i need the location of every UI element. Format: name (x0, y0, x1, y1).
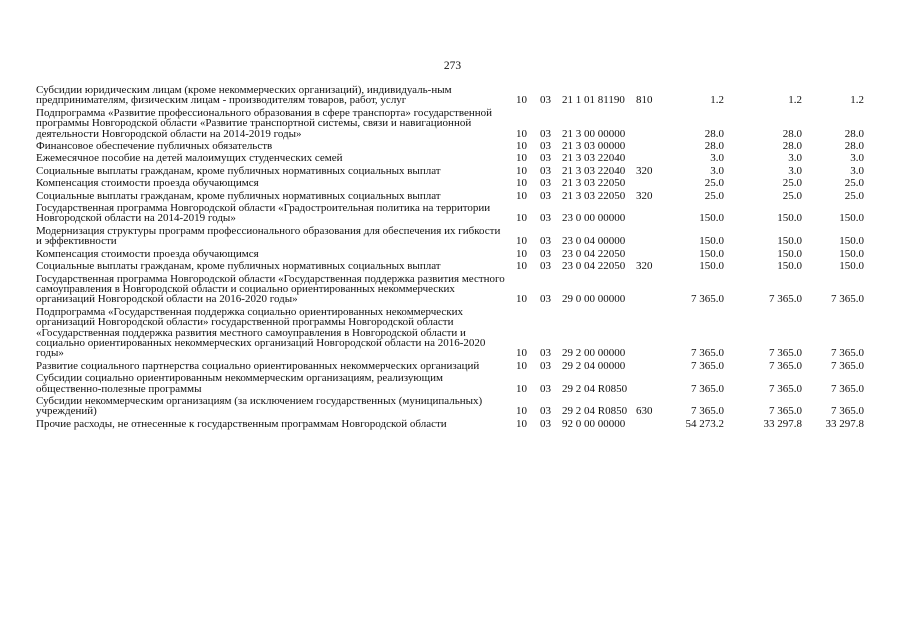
row-target-code: 21 3 03 22040 (562, 152, 626, 165)
row-target-code: 29 2 04 R0850 (562, 382, 628, 395)
row-section: 10 (516, 189, 527, 202)
row-target-code: 23 0 04 00000 (562, 235, 626, 248)
row-amount-year-2: 150.0 (777, 212, 802, 225)
row-amount-year-3: 7 365.0 (831, 347, 864, 360)
row-section: 10 (516, 212, 527, 225)
row-amount-year-2: 25.0 (782, 189, 802, 202)
row-amount-year-2: 7 365.0 (769, 382, 802, 395)
row-target-code: 21 3 00 00000 (562, 127, 626, 140)
row-subsection: 03 (540, 164, 551, 177)
row-amount-year-3: 25.0 (844, 189, 864, 202)
row-name: Ежемесячное пособие на детей малоимущих студенческих семей (36, 152, 343, 165)
row-amount-year-1: 25.0 (704, 177, 724, 190)
table-row (36, 178, 864, 190)
row-amount-year-1: 28.0 (704, 140, 724, 153)
row-section: 10 (516, 260, 527, 273)
row-expense-type: 320 (636, 164, 653, 177)
row-amount-year-3: 7 365.0 (831, 382, 864, 395)
table-row (36, 274, 864, 307)
row-subsection: 03 (540, 359, 551, 372)
row-amount-year-1: 150.0 (699, 260, 724, 273)
row-expense-type: 320 (636, 189, 653, 202)
row-amount-year-3: 150.0 (839, 247, 864, 260)
row-amount-year-1: 25.0 (704, 189, 724, 202)
table-row (36, 261, 864, 273)
row-subsection: 03 (540, 152, 551, 165)
row-section: 10 (516, 164, 527, 177)
row-amount-year-3: 1.2 (850, 94, 864, 107)
page-number: 273 (443, 60, 462, 72)
row-name: Компенсация стоимости проезда обучающимся (36, 177, 259, 190)
row-subsection: 03 (540, 347, 551, 360)
row-name: Подпрограмма «Государственная поддержка социально ориентированных некоммерческих организаций Новгородской области» государственной программы Новгородской области «Государственная поддержка развития местного самоуправления в Новгородской области и социально ориентированных некоммерческих организаций Новгородской области на 2016-2020 годы» (36, 305, 486, 360)
row-amount-year-3: 7 365.0 (831, 293, 864, 306)
row-amount-year-3: 28.0 (844, 127, 864, 140)
row-subsection: 03 (540, 382, 551, 395)
row-amount-year-2: 33 297.8 (763, 417, 802, 430)
row-amount-year-3: 7 365.0 (831, 359, 864, 372)
row-amount-year-2: 150.0 (777, 235, 802, 248)
table-row (36, 153, 864, 165)
row-amount-year-2: 7 365.0 (769, 359, 802, 372)
row-expense-type (636, 226, 666, 249)
row-name: Подпрограмма «Развитие профессионального образования в сфере транспорта» государственной программы Новгородской области «Развитие транспортной системы, связи и навигационной деятельности Новгородской области на 2014-2019 годы» (36, 106, 492, 140)
row-subsection: 03 (540, 235, 551, 248)
row-amount-year-2: 25.0 (782, 177, 802, 190)
row-subsection: 03 (540, 260, 551, 273)
row-expense-type: 810 (636, 94, 653, 107)
row-target-code: 29 2 00 00000 (562, 347, 626, 360)
table-row (36, 419, 864, 431)
row-subsection: 03 (540, 293, 551, 306)
row-section: 10 (516, 382, 527, 395)
row-section: 10 (516, 140, 527, 153)
row-target-code: 29 2 04 00000 (562, 359, 626, 372)
row-amount-year-1: 1.2 (710, 94, 724, 107)
row-amount-year-3: 7 365.0 (831, 405, 864, 418)
row-amount-year-2: 7 365.0 (769, 405, 802, 418)
row-section: 10 (516, 152, 527, 165)
row-name: Государственная программа Новгородской области «Государственная поддержка развития местного самоуправления в Новгородской области и социально ориентированных некоммерческих организаций Новгородской области на 2016-2020 годы» (36, 272, 505, 306)
row-amount-year-3: 150.0 (839, 260, 864, 273)
budget-table-body (36, 85, 864, 431)
row-expense-type (636, 141, 666, 153)
row-subsection: 03 (540, 405, 551, 418)
row-name: Финансовое обеспечение публичных обязательств (36, 140, 273, 153)
row-target-code: 21 3 03 00000 (562, 140, 626, 153)
row-target-code: 21 3 03 22050 (562, 177, 626, 190)
table-row (36, 307, 864, 361)
row-target-code: 21 1 01 81190 (562, 94, 625, 107)
row-amount-year-2: 28.0 (782, 140, 802, 153)
row-amount-year-2: 7 365.0 (769, 293, 802, 306)
row-amount-year-2: 7 365.0 (769, 347, 802, 360)
row-amount-year-3: 3.0 (850, 152, 864, 165)
row-target-code: 21 3 03 22050 (562, 189, 626, 202)
row-section: 10 (516, 177, 527, 190)
row-amount-year-1: 7 365.0 (691, 347, 724, 360)
row-expense-type (636, 203, 666, 226)
row-target-code: 23 0 04 22050 (562, 247, 626, 260)
table-row (36, 203, 864, 226)
row-amount-year-1: 3.0 (710, 152, 724, 165)
row-amount-year-2: 28.0 (782, 127, 802, 140)
row-amount-year-1: 7 365.0 (691, 359, 724, 372)
row-subsection: 03 (540, 212, 551, 225)
row-target-code: 23 0 00 00000 (562, 212, 626, 225)
row-amount-year-2: 150.0 (777, 247, 802, 260)
row-expense-type (636, 373, 666, 396)
row-section: 10 (516, 94, 527, 107)
row-name: Прочие расходы, не отнесенные к государственным программам Новгородской области (36, 417, 447, 430)
table-row (36, 226, 864, 249)
row-section: 10 (516, 417, 527, 430)
row-amount-year-3: 150.0 (839, 235, 864, 248)
row-name: Социальные выплаты гражданам, кроме публичных нормативных социальных выплат (36, 189, 441, 202)
row-section: 10 (516, 127, 527, 140)
row-amount-year-3: 150.0 (839, 212, 864, 225)
row-name: Субсидии некоммерческим организациям (за исключением государственных (муниципальных) учреждений) (36, 394, 483, 418)
row-expense-type (636, 361, 666, 373)
row-expense-type: 320 (636, 260, 653, 273)
row-amount-year-1: 150.0 (699, 247, 724, 260)
row-amount-year-1: 54 273.2 (685, 417, 724, 430)
row-target-code: 29 0 00 00000 (562, 293, 626, 306)
table-row (36, 85, 864, 108)
row-name: Социальные выплаты гражданам, кроме публичных нормативных социальных выплат (36, 260, 441, 273)
row-amount-year-3: 28.0 (844, 140, 864, 153)
row-section: 10 (516, 235, 527, 248)
row-expense-type (636, 153, 666, 165)
row-target-code: 23 0 04 22050 (562, 260, 626, 273)
row-name: Субсидии юридическим лицам (кроме некоммерческих организаций), индивидуаль-ным предпринимателям, физическим лицам - производителям товаров, работ, услуг (36, 84, 452, 107)
row-name: Развитие социального партнерства социально ориентированных некоммерческих организаций (36, 359, 480, 372)
row-name: Субсидии социально ориентированным некоммерческим организациям, реализующим общественно-полезные программы (36, 372, 443, 395)
table-row (36, 108, 864, 141)
row-section: 10 (516, 247, 527, 260)
row-subsection: 03 (540, 127, 551, 140)
row-expense-type (636, 419, 666, 431)
row-target-code: 21 3 03 22040 (562, 164, 626, 177)
row-name: Социальные выплаты гражданам, кроме публичных нормативных социальных выплат (36, 164, 441, 177)
row-amount-year-2: 150.0 (777, 260, 802, 273)
row-amount-year-3: 33 297.8 (825, 417, 864, 430)
row-amount-year-3: 3.0 (850, 164, 864, 177)
row-subsection: 03 (540, 417, 551, 430)
row-amount-year-1: 150.0 (699, 212, 724, 225)
row-amount-year-1: 28.0 (704, 127, 724, 140)
row-subsection: 03 (540, 247, 551, 260)
row-expense-type (636, 274, 666, 307)
row-subsection: 03 (540, 140, 551, 153)
budget-table (36, 85, 864, 431)
row-expense-type (636, 307, 666, 361)
row-section: 10 (516, 405, 527, 418)
row-amount-year-2: 3.0 (788, 164, 802, 177)
row-section: 10 (516, 293, 527, 306)
row-expense-type: 630 (636, 405, 653, 418)
row-target-code: 29 2 04 R0850 (562, 405, 628, 418)
row-target-code: 92 0 00 00000 (562, 417, 626, 430)
table-row (36, 396, 864, 419)
row-amount-year-3: 25.0 (844, 177, 864, 190)
row-amount-year-1: 7 365.0 (691, 405, 724, 418)
row-subsection: 03 (540, 189, 551, 202)
row-amount-year-2: 3.0 (788, 152, 802, 165)
row-section: 10 (516, 347, 527, 360)
row-name: Модернизация структуры программ профессионального образования для обеспечения их гибкости и эффективности (36, 224, 501, 248)
row-name: Государственная программа Новгородской области «Градостроительная политика на территории Новгородской области на 2014-2019 годы» (36, 202, 491, 225)
row-section: 10 (516, 359, 527, 372)
row-subsection: 03 (540, 177, 551, 190)
row-name: Компенсация стоимости проезда обучающимся (36, 247, 259, 260)
row-subsection: 03 (540, 94, 551, 107)
row-expense-type (636, 108, 666, 141)
row-amount-year-1: 7 365.0 (691, 382, 724, 395)
row-amount-year-1: 3.0 (710, 164, 724, 177)
row-expense-type (636, 178, 666, 190)
row-amount-year-1: 150.0 (699, 235, 724, 248)
table-row (36, 373, 864, 396)
row-amount-year-1: 7 365.0 (691, 293, 724, 306)
row-amount-year-2: 1.2 (788, 94, 802, 107)
